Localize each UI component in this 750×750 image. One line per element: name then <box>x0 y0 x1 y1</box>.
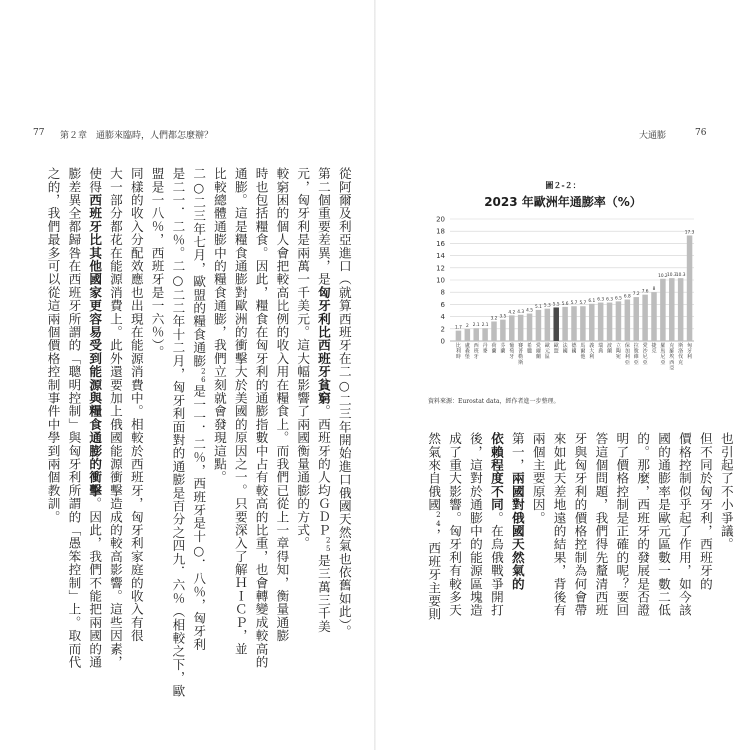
text-column <box>695 432 715 590</box>
text-run: 使得 <box>87 167 103 194</box>
bar <box>598 303 604 341</box>
chart-title: 2023 年歐洲年通膨率（%） <box>484 195 642 209</box>
figure-label: 圖２-２： <box>545 180 581 190</box>
bar <box>625 300 631 341</box>
text-run: 但不同於匈牙利，西班牙的 <box>697 432 713 591</box>
x-tick-label: 克羅埃西亞 <box>669 343 675 372</box>
bar <box>678 278 684 341</box>
text-column <box>84 167 104 669</box>
text-run: 牙與匈牙利的價格控制為何會帶 <box>572 432 588 617</box>
bar <box>500 320 506 341</box>
text-run: 的。那麼，西班牙的發展是否證 <box>635 432 651 617</box>
running-head-left: 第２章 通膨來臨時，人們都怎麼辦？ <box>60 131 214 141</box>
emphasis-text: 依賴程度不同 <box>488 432 504 512</box>
text-column <box>486 432 506 617</box>
data-label: 10.2 <box>658 273 668 279</box>
y-tick-label: 2 <box>440 325 445 334</box>
text-run: 是二一．二％。二○二二年十二月，匈牙利面對的通膨是百分之四九．六％（相較之下，歐 <box>170 167 186 698</box>
data-label: 6.3 <box>606 297 613 303</box>
bar <box>687 235 693 341</box>
y-tick-label: 16 <box>436 239 445 248</box>
emphasis-text: 兩國對俄國天然氣的 <box>509 471 525 591</box>
text-run: 同樣的收入分配效應也出現在能源消費中。相較於西班牙，匈牙利家庭的收入有很 <box>128 167 144 643</box>
data-label: 10.3 <box>666 273 677 279</box>
text-column <box>147 167 167 359</box>
text-column <box>423 432 447 621</box>
x-tick-label: 西班牙 <box>473 343 479 361</box>
bar <box>660 279 666 341</box>
text-run: 是一一．二％，西班牙是十○．八％，匈牙利 <box>191 384 207 652</box>
text-run: 比較總體通膨中的糧食通膨，我們立刻就會發現這點。 <box>211 167 227 484</box>
text-run: 來如此天差地遠的結果，背後有 <box>551 432 567 617</box>
x-tick-label: 法國 <box>562 343 568 355</box>
text-column <box>292 167 312 550</box>
data-label: 17.3 <box>684 230 695 236</box>
text-run: ，西班牙主要則 <box>426 528 442 621</box>
footnote-marker: 26 <box>199 367 208 385</box>
text-column <box>43 167 63 523</box>
bar <box>491 321 497 341</box>
x-tick-label: 義大利 <box>589 343 595 361</box>
text-run: 成了重大影響。匈牙利有較多天 <box>447 432 463 617</box>
bar <box>518 315 524 341</box>
x-tick-label: 比利時 <box>455 343 461 361</box>
data-label: 6.1 <box>588 298 596 304</box>
text-column <box>612 432 632 617</box>
text-column <box>105 167 125 669</box>
footnote-marker: 24 <box>434 511 443 529</box>
text-run: 通膨。這是糧食通膨對歐洲的衝擊大於美國的原因之一。只要深入了解ＨＩＣＰ，並 <box>232 167 248 656</box>
y-tick-label: 4 <box>440 313 445 322</box>
x-tick-label: 馬爾他 <box>580 343 586 361</box>
text-column <box>528 432 548 524</box>
x-tick-label: 德國 <box>571 343 577 355</box>
bar <box>509 315 515 341</box>
bar <box>669 278 675 341</box>
bar <box>571 306 577 341</box>
x-tick-label: 芬蘭 <box>500 343 506 355</box>
y-tick-label: 18 <box>436 227 445 236</box>
y-tick-label: 10 <box>436 276 445 285</box>
bar <box>527 314 533 341</box>
data-label: 5.6 <box>561 301 569 307</box>
data-label: 4.5 <box>526 308 533 314</box>
x-tick-label: 羅馬尼亞 <box>660 343 666 366</box>
x-tick-label: 歐元區 <box>544 343 550 361</box>
y-tick-label: 6 <box>440 300 445 309</box>
bar <box>545 309 551 341</box>
x-tick-label: 愛爾蘭 <box>535 343 541 361</box>
x-tick-label: 歐盟 <box>553 343 559 355</box>
text-column <box>653 432 673 617</box>
data-label: 5.7 <box>579 301 587 307</box>
emphasis-text: 西班牙比其他國家更容易受到能源與糧食通膨的衝擊 <box>87 193 103 498</box>
x-tick-label: 希臘 <box>527 343 533 355</box>
data-label: 5.5 <box>552 302 560 308</box>
text-run: 大一部分都花在能源消費上。此外還要加上俄國能源衝擊造成的較高影響。這些因素， <box>107 167 123 669</box>
bar <box>651 292 657 341</box>
text-run: 二○二三年七月，歐盟的糧食通膨 <box>191 167 207 368</box>
text-run: 時也包括糧食。因此，糧食在匈牙利的通膨指數中占有較高的比重，也會轉變成較高的 <box>253 167 269 669</box>
x-tick-label: 捷克 <box>651 343 657 355</box>
data-label: 2 <box>465 323 469 329</box>
text-run: 答這個問題，我們得先釐清西班 <box>593 432 609 617</box>
x-tick-label: 波蘭 <box>607 343 613 355</box>
text-column <box>632 432 652 617</box>
left-page <box>0 0 374 750</box>
bar <box>616 301 622 341</box>
text-run: 國的通膨率是歐元區數一數二低 <box>656 432 672 617</box>
text-run: 元，匈牙利是兩萬一千美元。這大幅影響了兩國衡量通膨的方式。 <box>295 167 311 550</box>
text-run: 膨差異全都歸咎在西班牙所謂的「聰明控制」與匈牙利所謂的「愚笨控制」上。取而代 <box>66 167 82 669</box>
text-column <box>507 432 527 590</box>
bar <box>473 328 479 341</box>
text-run: 。西班牙的人均ＧＤＰ <box>315 404 331 537</box>
x-tick-label: 立陶宛 <box>615 343 621 361</box>
bar <box>482 328 488 341</box>
text-run: 然氣來自俄國 <box>426 432 442 512</box>
text-run: 。因此，我們不能把兩國的通 <box>87 497 103 669</box>
text-column <box>674 432 694 617</box>
y-tick-label: 12 <box>436 264 445 273</box>
page-number-right: 76 <box>695 128 707 138</box>
text-run: 明了價格控制是正確的呢？要回 <box>614 432 630 617</box>
y-tick-label: 0 <box>440 337 445 346</box>
text-column <box>591 432 611 617</box>
data-label: 3.5 <box>499 314 507 320</box>
x-tick-label: 瑞典 <box>598 343 604 355</box>
text-column <box>64 167 84 669</box>
text-column <box>188 167 212 651</box>
text-column <box>313 167 337 633</box>
data-label: 6.5 <box>615 296 622 302</box>
bar <box>589 304 595 341</box>
figure <box>428 180 698 385</box>
data-label: 5.7 <box>570 301 578 307</box>
data-label: 10.3 <box>675 273 686 279</box>
bar <box>536 310 542 341</box>
bar <box>553 307 559 341</box>
data-label: 6.3 <box>597 297 605 303</box>
x-tick-label: 盧森堡 <box>464 343 470 361</box>
x-tick-label: 愛沙尼亞 <box>642 343 648 366</box>
data-label: 7.2 <box>632 292 640 298</box>
text-run: 從阿爾及利亞進口（就算西班牙在二○二三年開始進口俄國天然氣也依舊如此）。 <box>336 167 352 639</box>
text-run: 後，這對於通膨中的能源區塊造 <box>467 432 483 617</box>
bar <box>580 306 586 341</box>
text-run: 價格控制似乎起了作用，如今該 <box>676 432 692 617</box>
text-run: 之的，我們最多可以從這兩個價格控制事件中學到兩個教訓。 <box>45 167 61 524</box>
text-run: 是三萬三千美 <box>315 553 331 634</box>
footnote-marker: 25 <box>324 536 333 554</box>
x-tick-label: 保加利亞 <box>624 343 630 366</box>
text-run: 第二個重要差異，是 <box>315 167 331 286</box>
text-column <box>465 432 485 617</box>
y-tick-label: 8 <box>440 288 445 297</box>
data-label: 3.2 <box>490 316 498 322</box>
data-label: 4.3 <box>517 309 525 315</box>
text-run: 也引起了不小爭議。 <box>718 432 734 551</box>
text-column <box>716 432 736 551</box>
x-tick-label: 葡萄牙 <box>509 343 515 361</box>
text-column <box>549 432 569 617</box>
figure-source: 資料來源：Eurostat data，經作者進一步整理。 <box>428 398 560 405</box>
x-tick-label: 荷蘭 <box>491 343 497 355</box>
text-column <box>251 167 271 669</box>
running-head-right: 大通膨 <box>639 131 667 141</box>
x-tick-label: 斯洛伐克 <box>678 343 684 366</box>
y-tick-label: 14 <box>436 252 445 261</box>
data-label: 5.3 <box>543 303 551 309</box>
bar <box>633 297 639 341</box>
emphasis-text: 匈牙利比西班牙貧窮 <box>315 285 331 405</box>
text-column <box>168 167 188 697</box>
data-label: 2.1 <box>481 323 489 329</box>
page-number-left: 77 <box>33 128 45 138</box>
data-label: 8 <box>652 287 656 293</box>
x-tick-label: 拉脫維亞 <box>633 343 639 366</box>
data-label: 7.6 <box>641 289 649 295</box>
bar <box>562 307 568 341</box>
text-run: 兩個主要原因。 <box>530 432 546 525</box>
text-run: 較窮困的個人會把較高比例的收入用在糧食上。而我們已從上一章得知，衡量通膨 <box>274 167 290 643</box>
text-run: 第一， <box>509 432 525 472</box>
data-label: 2.1 <box>472 323 480 329</box>
data-label: 5.1 <box>535 304 542 310</box>
text-column <box>272 167 292 642</box>
data-label: 6.8 <box>623 294 631 300</box>
text-column <box>126 167 146 642</box>
text-column <box>230 167 250 655</box>
bar <box>456 331 462 341</box>
text-run: 。在烏俄戰爭開打 <box>488 511 504 617</box>
x-tick-label: 丹麥 <box>482 343 488 355</box>
data-label: 1.7 <box>455 325 462 331</box>
data-label: 4.2 <box>508 310 516 316</box>
bar <box>465 329 471 341</box>
text-run: 盟是一八％，西班牙是一六％）。 <box>149 167 165 359</box>
bar <box>642 295 648 341</box>
x-tick-label: 匈牙利 <box>687 343 693 361</box>
x-tick-label: 賽普勒斯 <box>518 343 524 366</box>
inflation-bar-chart <box>428 213 698 383</box>
y-tick-label: 20 <box>436 215 445 224</box>
bar <box>607 303 613 341</box>
text-column <box>570 432 590 617</box>
